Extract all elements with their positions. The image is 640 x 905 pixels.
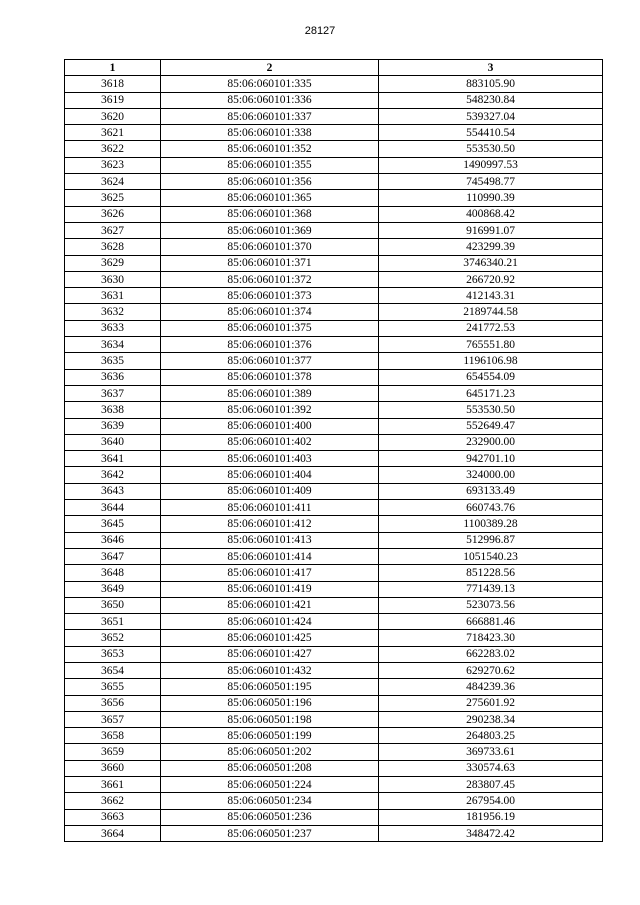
- table-row: [65, 239, 603, 255]
- cadastral-number-cell: 85:06:060101:373: [161, 288, 379, 304]
- cadastral-number-cell: 85:06:060101:372: [161, 271, 379, 287]
- cadastral-value-cell: 423299.39: [379, 239, 603, 255]
- cadastral-value-cell: 660743.76: [379, 500, 603, 516]
- column-header-3: 3: [379, 60, 603, 76]
- cadastral-value-cell: 771439.13: [379, 581, 603, 597]
- cadastral-value-cell: 765551.80: [379, 337, 603, 353]
- table-row: [65, 190, 603, 206]
- cadastral-number-cell: 85:06:060101:389: [161, 385, 379, 401]
- cadastral-value-cell: 267954.00: [379, 793, 603, 809]
- cadastral-number-cell: 85:06:060101:402: [161, 434, 379, 450]
- cadastral-number-cell: 85:06:060101:404: [161, 467, 379, 483]
- table-row: [65, 516, 603, 532]
- cadastral-number-cell: 85:06:060101:411: [161, 500, 379, 516]
- row-number-cell: 3662: [65, 793, 161, 809]
- table-row: [65, 500, 603, 516]
- table-header-row: [65, 60, 603, 76]
- row-number-cell: 3639: [65, 418, 161, 434]
- table-row: [65, 271, 603, 287]
- table-row: [65, 614, 603, 630]
- row-number-cell: 3644: [65, 500, 161, 516]
- cadastral-number-cell: 85:06:060101:376: [161, 337, 379, 353]
- table-row: [65, 337, 603, 353]
- table-row: [65, 451, 603, 467]
- column-header-1: 1: [65, 60, 161, 76]
- row-number-cell: 3637: [65, 385, 161, 401]
- cadastral-number-cell: 85:06:060101:335: [161, 76, 379, 92]
- table-row: [65, 679, 603, 695]
- cadastral-number-cell: 85:06:060101:377: [161, 353, 379, 369]
- cadastral-value-cell: 942701.10: [379, 451, 603, 467]
- cadastral-number-cell: 85:06:060101:421: [161, 597, 379, 613]
- cadastral-number-cell: 85:06:060101:370: [161, 239, 379, 255]
- row-number-cell: 3642: [65, 467, 161, 483]
- table-row: [65, 565, 603, 581]
- table-row: [65, 141, 603, 157]
- row-number-cell: 3641: [65, 451, 161, 467]
- cadastral-number-cell: 85:06:060101:336: [161, 92, 379, 108]
- table-row: [65, 793, 603, 809]
- row-number-cell: 3655: [65, 679, 161, 695]
- row-number-cell: 3659: [65, 744, 161, 760]
- table-row: [65, 728, 603, 744]
- cadastral-number-cell: 85:06:060101:413: [161, 532, 379, 548]
- row-number-cell: 3622: [65, 141, 161, 157]
- cadastral-number-cell: 85:06:060101:369: [161, 222, 379, 238]
- cadastral-number-cell: 85:06:060101:365: [161, 190, 379, 206]
- table-row: [65, 662, 603, 678]
- table-row: [65, 809, 603, 825]
- table-row: [65, 646, 603, 662]
- row-number-cell: 3619: [65, 92, 161, 108]
- table-row: [65, 548, 603, 564]
- row-number-cell: 3626: [65, 206, 161, 222]
- cadastral-value-cell: 181956.19: [379, 809, 603, 825]
- cadastral-value-cell: 266720.92: [379, 271, 603, 287]
- cadastral-value-cell: 693133.49: [379, 483, 603, 499]
- table-row: [65, 288, 603, 304]
- row-number-cell: 3629: [65, 255, 161, 271]
- cadastral-number-cell: 85:06:060101:419: [161, 581, 379, 597]
- row-number-cell: 3635: [65, 353, 161, 369]
- row-number-cell: 3664: [65, 825, 161, 841]
- table-row: [65, 320, 603, 336]
- cadastral-value-cell: 851228.56: [379, 565, 603, 581]
- cadastral-value-cell: 369733.61: [379, 744, 603, 760]
- table-row: [65, 385, 603, 401]
- row-number-cell: 3660: [65, 760, 161, 776]
- cadastral-value-cell: 645171.23: [379, 385, 603, 401]
- cadastral-number-cell: 85:06:060501:198: [161, 711, 379, 727]
- row-number-cell: 3625: [65, 190, 161, 206]
- row-number-cell: 3627: [65, 222, 161, 238]
- cadastral-value-cell: 400868.42: [379, 206, 603, 222]
- cadastral-value-cell: 232900.00: [379, 434, 603, 450]
- cadastral-value-cell: 241772.53: [379, 320, 603, 336]
- cadastral-number-cell: 85:06:060101:375: [161, 320, 379, 336]
- cadastral-value-cell: 1100389.28: [379, 516, 603, 532]
- row-number-cell: 3618: [65, 76, 161, 92]
- cadastral-number-cell: 85:06:060501:234: [161, 793, 379, 809]
- row-number-cell: 3652: [65, 630, 161, 646]
- cadastral-value-cell: 290238.34: [379, 711, 603, 727]
- cadastral-value-cell: 552649.47: [379, 418, 603, 434]
- cadastral-value-cell: 539327.04: [379, 108, 603, 124]
- table-row: [65, 255, 603, 271]
- table-row: [65, 369, 603, 385]
- cadastral-number-cell: 85:06:060501:195: [161, 679, 379, 695]
- cadastral-number-cell: 85:06:060101:338: [161, 125, 379, 141]
- row-number-cell: 3645: [65, 516, 161, 532]
- row-number-cell: 3658: [65, 728, 161, 744]
- row-number-cell: 3643: [65, 483, 161, 499]
- cadastral-number-cell: 85:06:060501:202: [161, 744, 379, 760]
- row-number-cell: 3654: [65, 662, 161, 678]
- row-number-cell: 3651: [65, 614, 161, 630]
- cadastral-value-cell: 283807.45: [379, 777, 603, 793]
- table-row: [65, 353, 603, 369]
- cadastral-number-cell: 85:06:060101:417: [161, 565, 379, 581]
- table-body: [65, 76, 603, 842]
- cadastral-number-cell: 85:06:060101:368: [161, 206, 379, 222]
- cadastral-number-cell: 85:06:060101:414: [161, 548, 379, 564]
- cadastral-number-cell: 85:06:060101:400: [161, 418, 379, 434]
- table-row: [65, 157, 603, 173]
- table-row: [65, 108, 603, 124]
- table-row: [65, 402, 603, 418]
- cadastral-number-cell: 85:06:060501:224: [161, 777, 379, 793]
- table-row: [65, 434, 603, 450]
- row-number-cell: 3620: [65, 108, 161, 124]
- cadastral-number-cell: 85:06:060101:352: [161, 141, 379, 157]
- table-row: [65, 825, 603, 841]
- cadastral-value-cell: 512996.87: [379, 532, 603, 548]
- cadastral-number-cell: 85:06:060501:199: [161, 728, 379, 744]
- cadastral-number-cell: 85:06:060101:425: [161, 630, 379, 646]
- cadastral-value-cell: 484239.36: [379, 679, 603, 695]
- cadastral-number-cell: 85:06:060101:337: [161, 108, 379, 124]
- table-row: [65, 206, 603, 222]
- cadastral-number-cell: 85:06:060101:427: [161, 646, 379, 662]
- row-number-cell: 3646: [65, 532, 161, 548]
- cadastral-value-cell: 629270.62: [379, 662, 603, 678]
- cadastral-value-cell: 3746340.21: [379, 255, 603, 271]
- table-row: [65, 125, 603, 141]
- cadastral-number-cell: 85:06:060101:432: [161, 662, 379, 678]
- table-row: [65, 467, 603, 483]
- table-row: [65, 597, 603, 613]
- cadastral-value-cell: 1490997.53: [379, 157, 603, 173]
- row-number-cell: 3636: [65, 369, 161, 385]
- cadastral-number-cell: 85:06:060101:392: [161, 402, 379, 418]
- cadastral-value-cell: 330574.63: [379, 760, 603, 776]
- cadastral-number-cell: 85:06:060101:403: [161, 451, 379, 467]
- row-number-cell: 3638: [65, 402, 161, 418]
- row-number-cell: 3621: [65, 125, 161, 141]
- cadastral-value-cell: 412143.31: [379, 288, 603, 304]
- row-number-cell: 3648: [65, 565, 161, 581]
- cadastral-number-cell: 85:06:060101:409: [161, 483, 379, 499]
- table-row: [65, 581, 603, 597]
- cadastral-number-cell: 85:06:060501:236: [161, 809, 379, 825]
- cadastral-value-cell: 264803.25: [379, 728, 603, 744]
- row-number-cell: 3634: [65, 337, 161, 353]
- cadastral-value-cell: 883105.90: [379, 76, 603, 92]
- cadastral-number-cell: 85:06:060101:378: [161, 369, 379, 385]
- cadastral-value-cell: 916991.07: [379, 222, 603, 238]
- cadastral-value-cell: 662283.02: [379, 646, 603, 662]
- table-row: [65, 532, 603, 548]
- column-header-2: 2: [161, 60, 379, 76]
- row-number-cell: 3640: [65, 434, 161, 450]
- cadastral-value-cell: 554410.54: [379, 125, 603, 141]
- cadastral-value-cell: 548230.84: [379, 92, 603, 108]
- cadastral-value-cell: 745498.77: [379, 174, 603, 190]
- table-row: [65, 76, 603, 92]
- cadastral-value-cell: 324000.00: [379, 467, 603, 483]
- table-row: [65, 222, 603, 238]
- cadastral-value-cell: 2189744.58: [379, 304, 603, 320]
- cadastral-value-cell: 654554.09: [379, 369, 603, 385]
- cadastral-number-cell: 85:06:060501:208: [161, 760, 379, 776]
- page-number: 28127: [304, 25, 336, 37]
- cadastral-number-cell: 85:06:060101:355: [161, 157, 379, 173]
- cadastral-number-cell: 85:06:060101:424: [161, 614, 379, 630]
- row-number-cell: 3647: [65, 548, 161, 564]
- table-row: [65, 304, 603, 320]
- row-number-cell: 3624: [65, 174, 161, 190]
- row-number-cell: 3661: [65, 777, 161, 793]
- row-number-cell: 3632: [65, 304, 161, 320]
- table-row: [65, 744, 603, 760]
- row-number-cell: 3628: [65, 239, 161, 255]
- cadastral-value-cell: 110990.39: [379, 190, 603, 206]
- cadastral-value-cell: 348472.42: [379, 825, 603, 841]
- table-row: [65, 695, 603, 711]
- row-number-cell: 3663: [65, 809, 161, 825]
- cadastral-number-cell: 85:06:060101:371: [161, 255, 379, 271]
- table-row: [65, 483, 603, 499]
- cadastral-value-cell: 1196106.98: [379, 353, 603, 369]
- row-number-cell: 3650: [65, 597, 161, 613]
- table-row: [65, 777, 603, 793]
- cadastral-value-cell: 666881.46: [379, 614, 603, 630]
- cadastral-number-cell: 85:06:060501:196: [161, 695, 379, 711]
- row-number-cell: 3633: [65, 320, 161, 336]
- table-row: [65, 92, 603, 108]
- row-number-cell: 3649: [65, 581, 161, 597]
- table-row: [65, 760, 603, 776]
- row-number-cell: 3656: [65, 695, 161, 711]
- row-number-cell: 3630: [65, 271, 161, 287]
- cadastral-number-cell: 85:06:060101:374: [161, 304, 379, 320]
- row-number-cell: 3623: [65, 157, 161, 173]
- table-row: [65, 711, 603, 727]
- row-number-cell: 3657: [65, 711, 161, 727]
- cadastral-value-cell: 718423.30: [379, 630, 603, 646]
- cadastral-number-cell: 85:06:060101:356: [161, 174, 379, 190]
- cadastral-value-table: [64, 59, 603, 842]
- cadastral-value-cell: 275601.92: [379, 695, 603, 711]
- row-number-cell: 3653: [65, 646, 161, 662]
- row-number-cell: 3631: [65, 288, 161, 304]
- table-row: [65, 418, 603, 434]
- cadastral-value-cell: 553530.50: [379, 141, 603, 157]
- cadastral-value-cell: 523073.56: [379, 597, 603, 613]
- cadastral-value-cell: 553530.50: [379, 402, 603, 418]
- table-row: [65, 174, 603, 190]
- cadastral-value-cell: 1051540.23: [379, 548, 603, 564]
- cadastral-number-cell: 85:06:060101:412: [161, 516, 379, 532]
- table-row: [65, 630, 603, 646]
- cadastral-number-cell: 85:06:060501:237: [161, 825, 379, 841]
